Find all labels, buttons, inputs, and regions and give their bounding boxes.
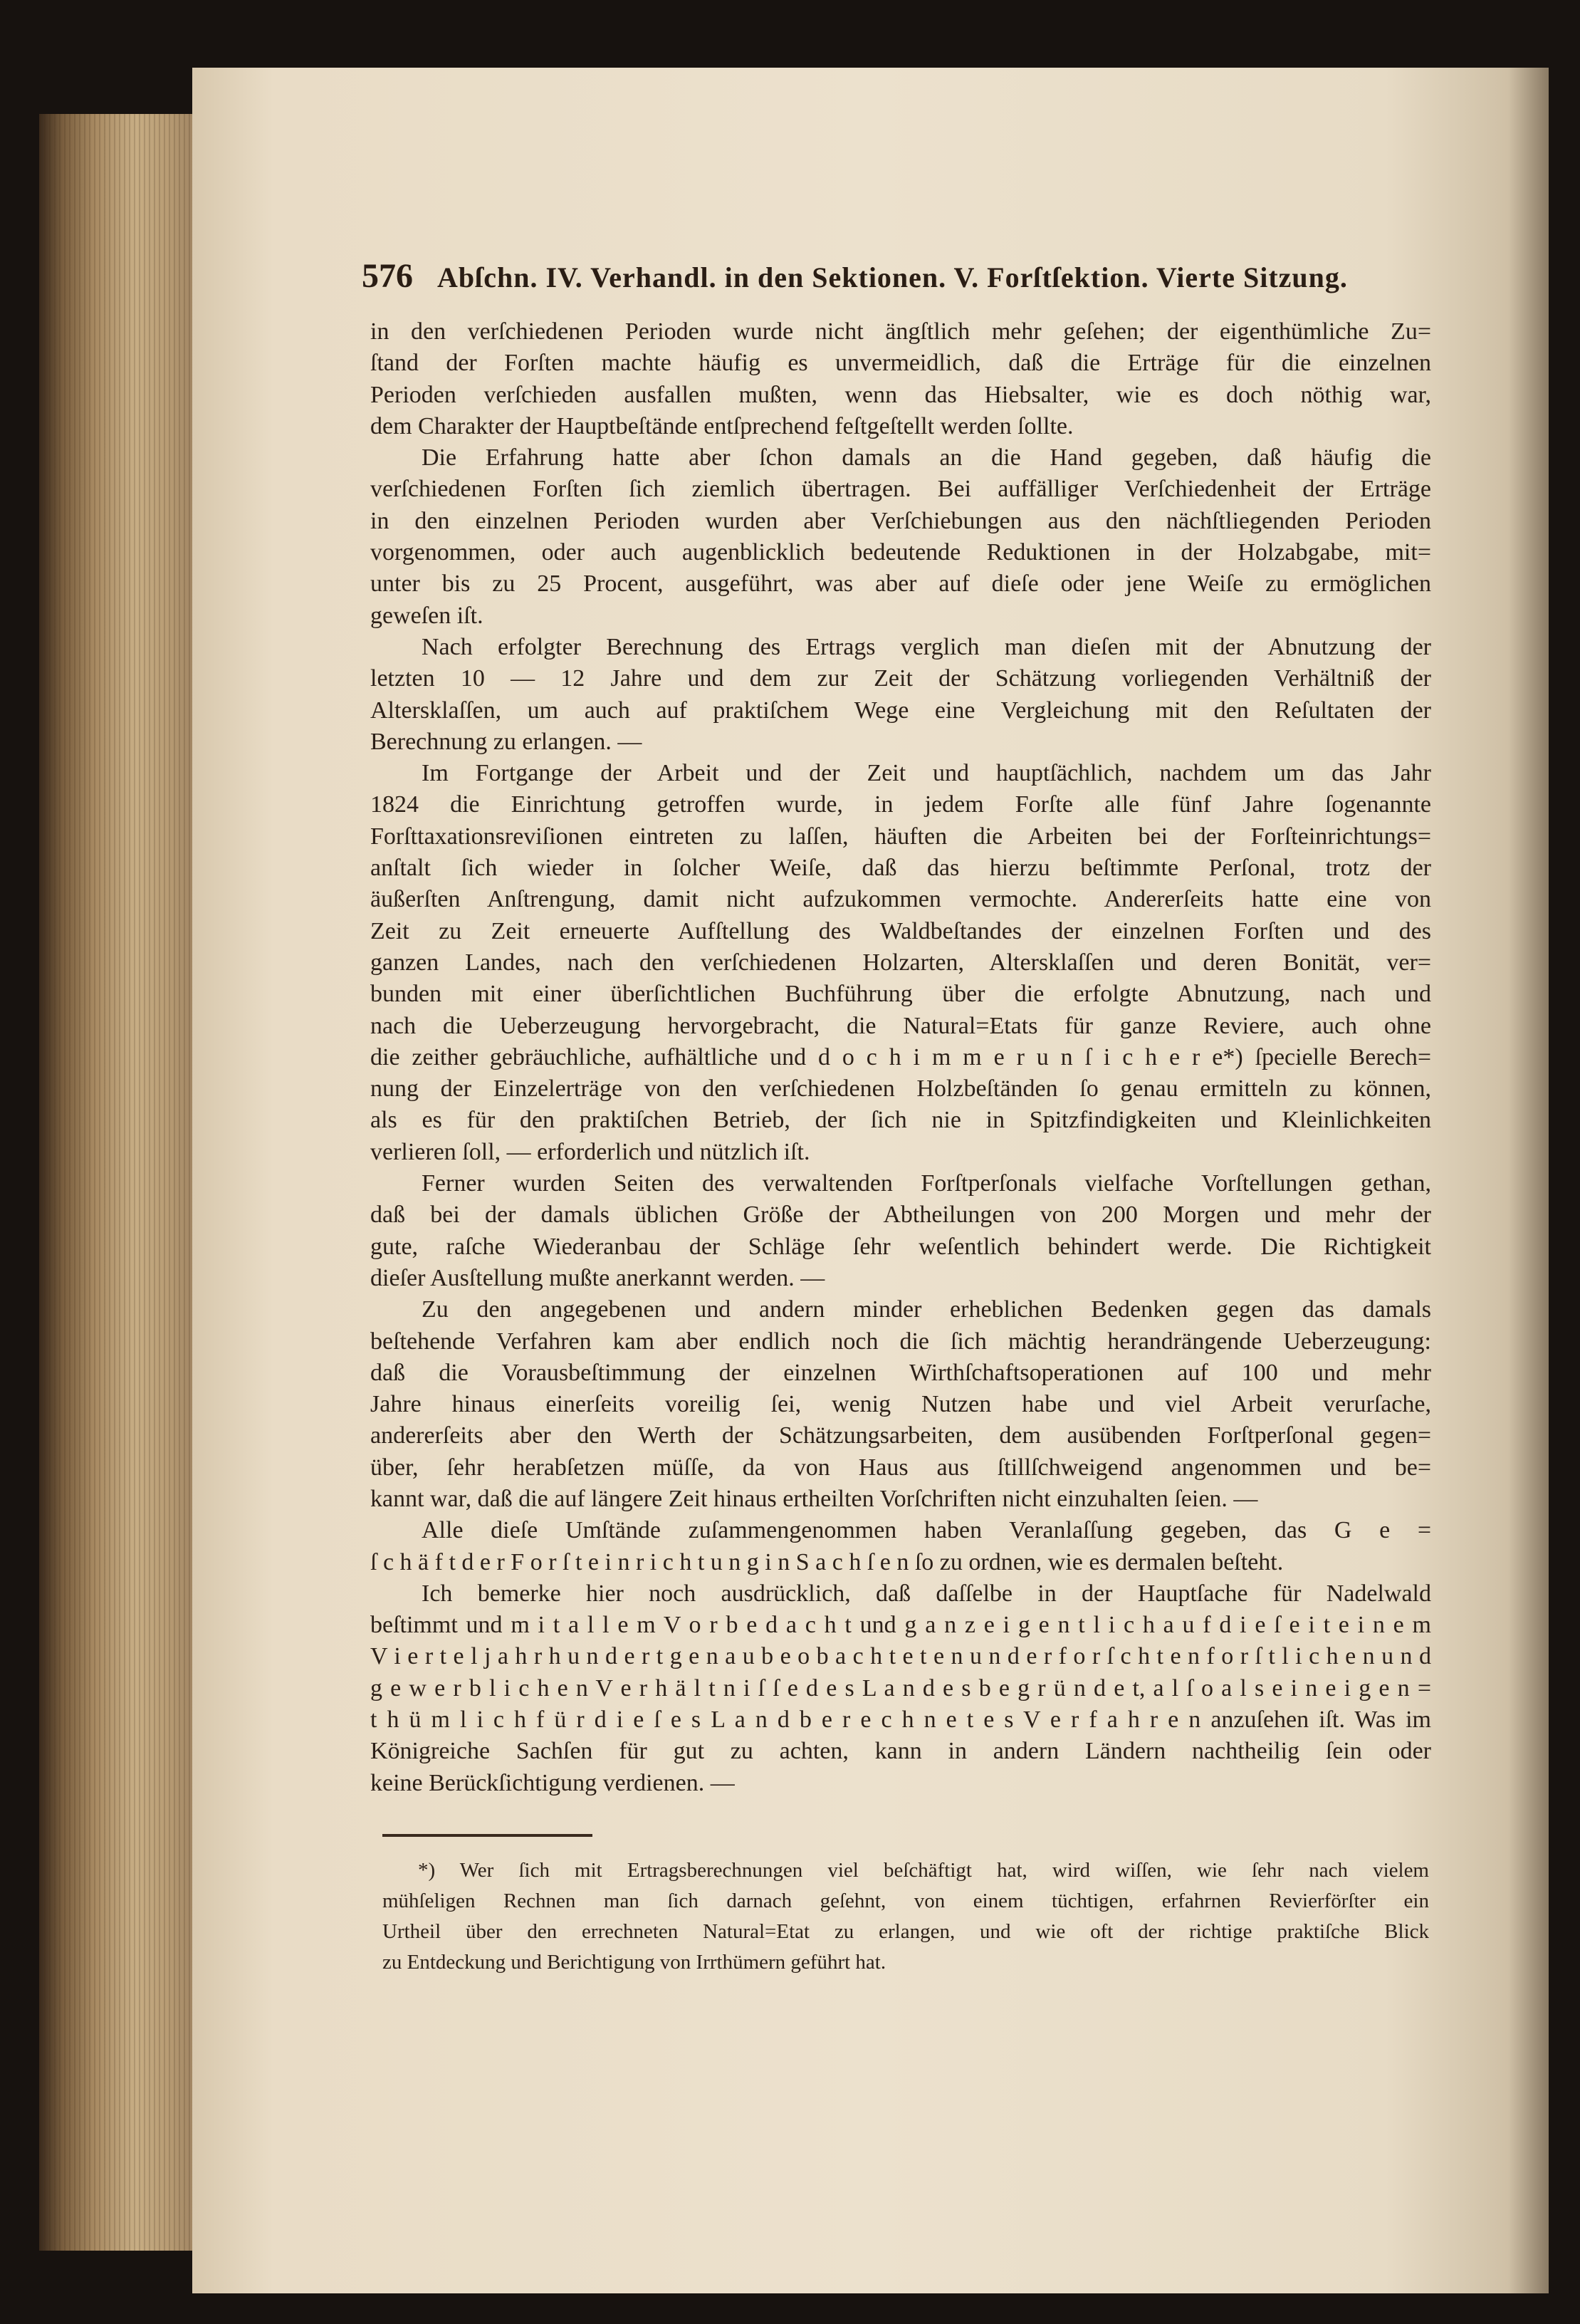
- text-line: g e w e r b l i c h e n V e r h ä l t n i ſ ſ e d e s L a n d e s b e g r ü n d e t, a l ſ o a l s e i n e i g e n =: [370, 1674, 1431, 1702]
- text-line: beſtimmt und m i t a l l e m V o r b e d a c h t und g a n z e i g e n t l i c h a u f d i e ſ e i t e i n e m: [370, 1612, 1431, 1639]
- text-line: die zeither gebräuchliche, aufhältliche und d o c h i m m e r u n ſ i c h e r e*) ſpecielle Berech=: [370, 1043, 1431, 1070]
- running-title: Abſchn. IV. Verhandl. in den Sektionen. V. Forſtſektion. Vierte Sitzung.: [437, 261, 1348, 293]
- text-line: Die Erfahrung hatte aber ſchon damals an die Hand gegeben, daß häufig die: [422, 444, 1431, 471]
- text-line: ſ c h ä f t d e r F o r ſ t e i n r i c h t u n g i n S a c h ſ e n ſo zu ordnen, wie es dermalen beſteht.: [370, 1548, 1284, 1575]
- text-line: vorgenommen, oder auch augenblicklich bedeutende Reduktionen in der Holzabgabe, mit=: [370, 539, 1431, 566]
- text-line: Ferner wurden Seiten des verwaltenden Forſtperſonals vielfache Vorſtellungen gethan,: [422, 1170, 1431, 1197]
- footnote: [382, 1855, 1429, 1978]
- text-line: Zu den angegebenen und andern minder erheblichen Bedenken gegen das damals: [422, 1296, 1431, 1323]
- running-header: [362, 256, 1348, 295]
- text-line: Zeit zu Zeit erneuerte Aufſtellung des Waldbeſtandes der einzelnen Forſten und des: [370, 917, 1431, 944]
- footnote-line: Urtheil über den errechneten Natural=Etat zu erlangen, und wie oft der richtige praktiſche Blick: [382, 1920, 1429, 1943]
- paragraph: [370, 316, 1431, 442]
- text-line: verlieren ſoll, — erforderlich und nützlich iſt.: [370, 1138, 810, 1165]
- text-line: über, ſehr herabſetzen müſſe, da von Haus aus ſtillſchweigend angenommen und be=: [370, 1454, 1431, 1481]
- paragraph: [370, 442, 1431, 632]
- text-line: äußerſten Anſtrengung, damit nicht aufzukommen vermochte. Andererſeits hatte eine von: [370, 886, 1431, 913]
- text-line: dieſer Ausſtellung mußte anerkannt werden. —: [370, 1264, 825, 1291]
- paragraph: [370, 632, 1431, 758]
- text-line: keine Berückſichtigung verdienen. —: [370, 1769, 735, 1796]
- footnote-line: mühſeligen Rechnen man ſich darnach geſehnt, von einem tüchtigen, erfahrnen Revierförſter ein: [382, 1890, 1429, 1912]
- text-line: Ich bemerke hier noch ausdrücklich, daß daſſelbe in der Hauptſache für Nadelwald: [422, 1580, 1431, 1607]
- text-line: Jahre hinaus einerſeits voreilig ſei, wenig Nutzen habe und viel Arbeit verurſache,: [370, 1391, 1431, 1418]
- text-line: gute, raſche Wiederanbau der Schläge ſehr weſentlich behindert werde. Die Richtigkeit: [370, 1233, 1431, 1260]
- text-line: V i e r t e l j a h r h u n d e r t g e n a u b e o b a c h t e t e n u n d e r f o r ſ c h t e n f o r ſ t l i c h e n u n d: [370, 1643, 1431, 1670]
- text-line: daß die Vorausbeſtimmung der einzelnen Wirthſchaftsoperationen auf 100 und mehr: [370, 1359, 1431, 1386]
- text-line: Königreiche Sachſen für gut zu achten, kann in andern Ländern nachtheilig ſein oder: [370, 1738, 1431, 1765]
- text-line: in den einzelnen Perioden wurden aber Verſchiebungen aus den nächſtliegenden Perioden: [370, 507, 1431, 534]
- footnote-line: zu Entdeckung und Berichtigung von Irrthümern geführt hat.: [382, 1951, 886, 1974]
- text-line: beſtehende Verfahren kam aber endlich noch die ſich mächtig herandrängende Ueberzeugung:: [370, 1328, 1431, 1355]
- text-line: Berechnung zu erlangen. —: [370, 728, 642, 755]
- text-line: ſtand der Forſten machte häufig es unvermeidlich, daß die Erträge für die einzelnen: [370, 350, 1431, 377]
- paragraph: [370, 1515, 1431, 1578]
- text-line: letzten 10 — 12 Jahre und dem zur Zeit der Schätzung vorliegenden Verhältniß der: [370, 665, 1431, 692]
- text-line: 1824 die Einrichtung getroffen wurde, in jedem Forſte alle fünf Jahre ſogenannte: [370, 791, 1431, 818]
- text-line: Alle dieſe Umſtände zuſammengenommen haben Veranlaſſung gegeben, das G e =: [422, 1517, 1431, 1544]
- text-line: nung der Einzelerträge von den verſchiedenen Holzbeſtänden ſo genau ermitteln zu können,: [370, 1075, 1431, 1103]
- page-number: 576: [362, 257, 413, 295]
- main-text: [370, 316, 1431, 1799]
- paragraph: [370, 1578, 1431, 1799]
- text-line: ganzen Landes, nach den verſchiedenen Holzarten, Altersklaſſen und deren Bonität, ver=: [370, 949, 1431, 976]
- paragraph: [370, 1294, 1431, 1515]
- text-line: t h ü m l i c h f ü r d i e ſ e s L a n d b e r e c h n e t e s V e r f a h r e n anzuſehen iſt. Was im: [370, 1706, 1431, 1734]
- text-line: als es für den praktiſchen Betrieb, der ſich nie in Spitzfindigkeiten und Kleinlichkeiten: [370, 1107, 1431, 1134]
- text-line: andererſeits aber den Werth der Schätzungsarbeiten, dem ausübenden Forſtperſonal gegen=: [370, 1422, 1431, 1449]
- text-line: kannt war, daß die auf längere Zeit hinaus ertheilten Vorſchriften nicht einzuhalten ſeien. —: [370, 1485, 1258, 1512]
- book-page-edges: [39, 114, 199, 2251]
- paragraph: [370, 1168, 1431, 1294]
- text-line: verſchiedenen Forſten ſich ziemlich übertragen. Bei auffälliger Verſchiedenheit der Erträge: [370, 476, 1431, 503]
- text-line: in den verſchiedenen Perioden wurde nicht ängſtlich mehr geſehen; der eigenthümliche Zu=: [370, 318, 1431, 345]
- text-line: bunden mit einer überſichtlichen Buchführung über die erfolgte Abnutzung, nach und: [370, 981, 1431, 1008]
- text-line: daß bei der damals üblichen Größe der Abtheilungen von 200 Morgen und mehr der: [370, 1202, 1431, 1229]
- text-line: Im Fortgange der Arbeit und der Zeit und hauptſächlich, nachdem um das Jahr: [422, 760, 1431, 787]
- text-line: Forſttaxationsreviſionen eintreten zu laſſen, häuften die Arbeiten bei der Forſteinrichtungs=: [370, 823, 1431, 850]
- text-line: Perioden verſchieden ausfallen mußten, wenn das Hiebsalter, wie es doch nöthig war,: [370, 381, 1431, 408]
- text-line: anſtalt ſich wieder in ſolcher Weiſe, daß das hierzu beſtimmte Perſonal, trotz der: [370, 855, 1431, 882]
- text-line: nach die Ueberzeugung hervorgebracht, die Natural=Etats für ganze Reviere, auch ohne: [370, 1012, 1431, 1039]
- page-stack-lines: [39, 114, 199, 2251]
- text-line: unter bis zu 25 Procent, ausgeführt, was aber auf dieſe oder jene Weiſe zu ermöglichen: [370, 570, 1431, 598]
- text-line: Altersklaſſen, um auch auf praktiſchem Wege eine Vergleichung mit den Reſultaten der: [370, 697, 1431, 724]
- footnote-line: *) Wer ſich mit Ertragsberechnungen viel beſchäftigt hat, wird wiſſen, wie ſehr nach vielem: [418, 1859, 1429, 1882]
- paragraph: [370, 758, 1431, 1168]
- text-line: dem Charakter der Hauptbeſtände entſprechend feſtgeſtellt werden ſollte.: [370, 412, 1074, 439]
- text-line: geweſen iſt.: [370, 602, 483, 629]
- text-line: Nach erfolgter Berechnung des Ertrags verglich man dieſen mit der Abnutzung der: [422, 633, 1431, 660]
- footnote-rule: [382, 1834, 592, 1837]
